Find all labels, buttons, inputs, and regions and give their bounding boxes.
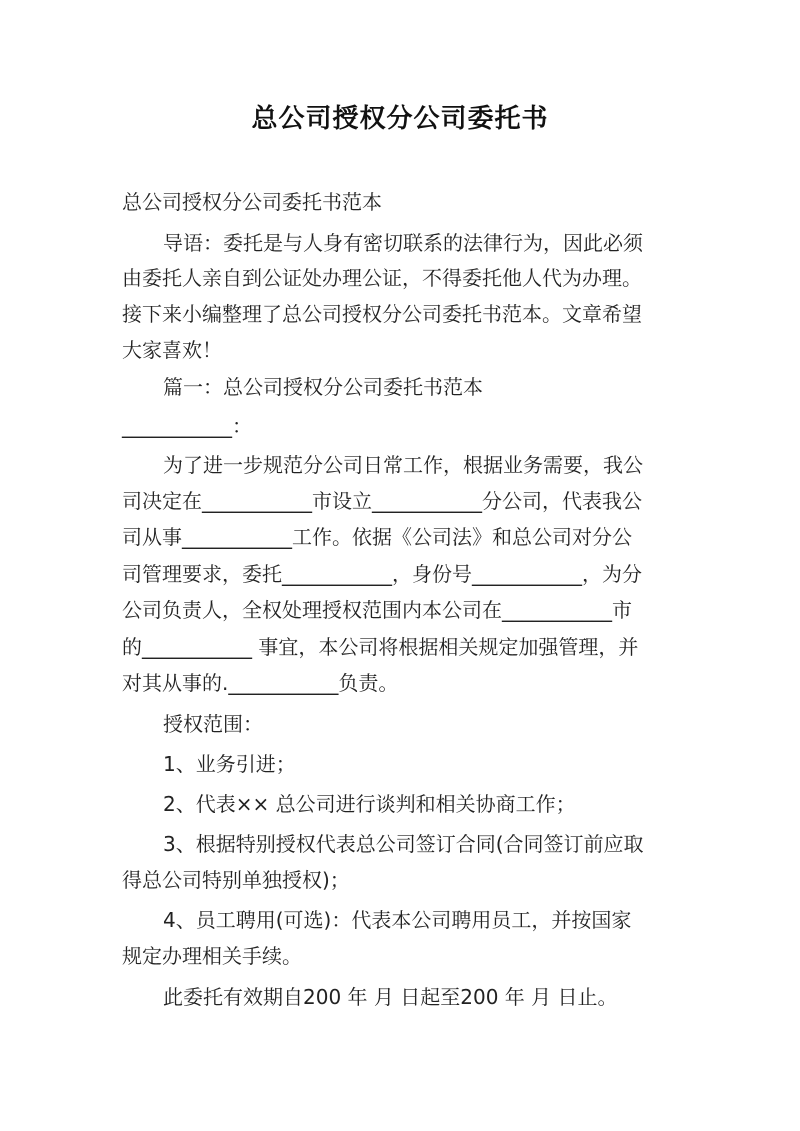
intro-line: 大家喜欢！ (122, 338, 222, 362)
scope-item-continued: 规定办理相关手续。 (122, 944, 302, 968)
section-heading: 篇一：总公司授权分公司委托书范本 (163, 375, 483, 399)
body-line: 的___________ 事宜，本公司将根据相关规定加强管理，并 (122, 635, 639, 659)
scope-heading: 授权范围： (163, 712, 263, 736)
body-line: 司决定在___________市设立___________分公司，代表我公 (122, 489, 642, 513)
scope-item: 3、根据特别授权代表总公司签订合同(合同签订前应取 (163, 832, 644, 856)
intro-line: 导语：委托是与人身有密切联系的法律行为，因此必须 (163, 231, 643, 255)
intro-line: 接下来小编整理了总公司授权分公司委托书范本。文章希望 (122, 302, 642, 326)
subtitle-line: 总公司授权分公司委托书范本 (122, 190, 382, 214)
scope-item: 1、业务引进； (163, 752, 296, 776)
scope-item-continued: 得总公司特别单独授权)； (122, 868, 350, 892)
document-title: 总公司授权分公司委托书 (251, 104, 549, 134)
intro-line: 由委托人亲自到公证处办理公证，不得委托他人代为办理。 (122, 266, 642, 290)
addressee-line: ___________： (122, 414, 252, 438)
scope-item: 4、员工聘用(可选)：代表本公司聘用员工，并按国家 (163, 908, 632, 932)
validity-line: 此委托有效期自200 年 月 日起至200 年 月 日止。 (163, 985, 618, 1009)
body-line: 公司负责人，全权处理授权范围内本公司在___________市 (122, 598, 632, 622)
scope-item: 2、代表×× 总公司进行谈判和相关协商工作； (163, 792, 576, 816)
body-line: 司从事___________工作。依据《公司法》和总公司对分公 (122, 525, 632, 549)
body-line: 司管理要求，委托___________，身份号___________，为分 (122, 562, 642, 586)
body-line: 对其从事的.___________负责。 (122, 671, 399, 695)
body-line: 为了进一步规范分公司日常工作，根据业务需要，我公 (163, 453, 643, 477)
